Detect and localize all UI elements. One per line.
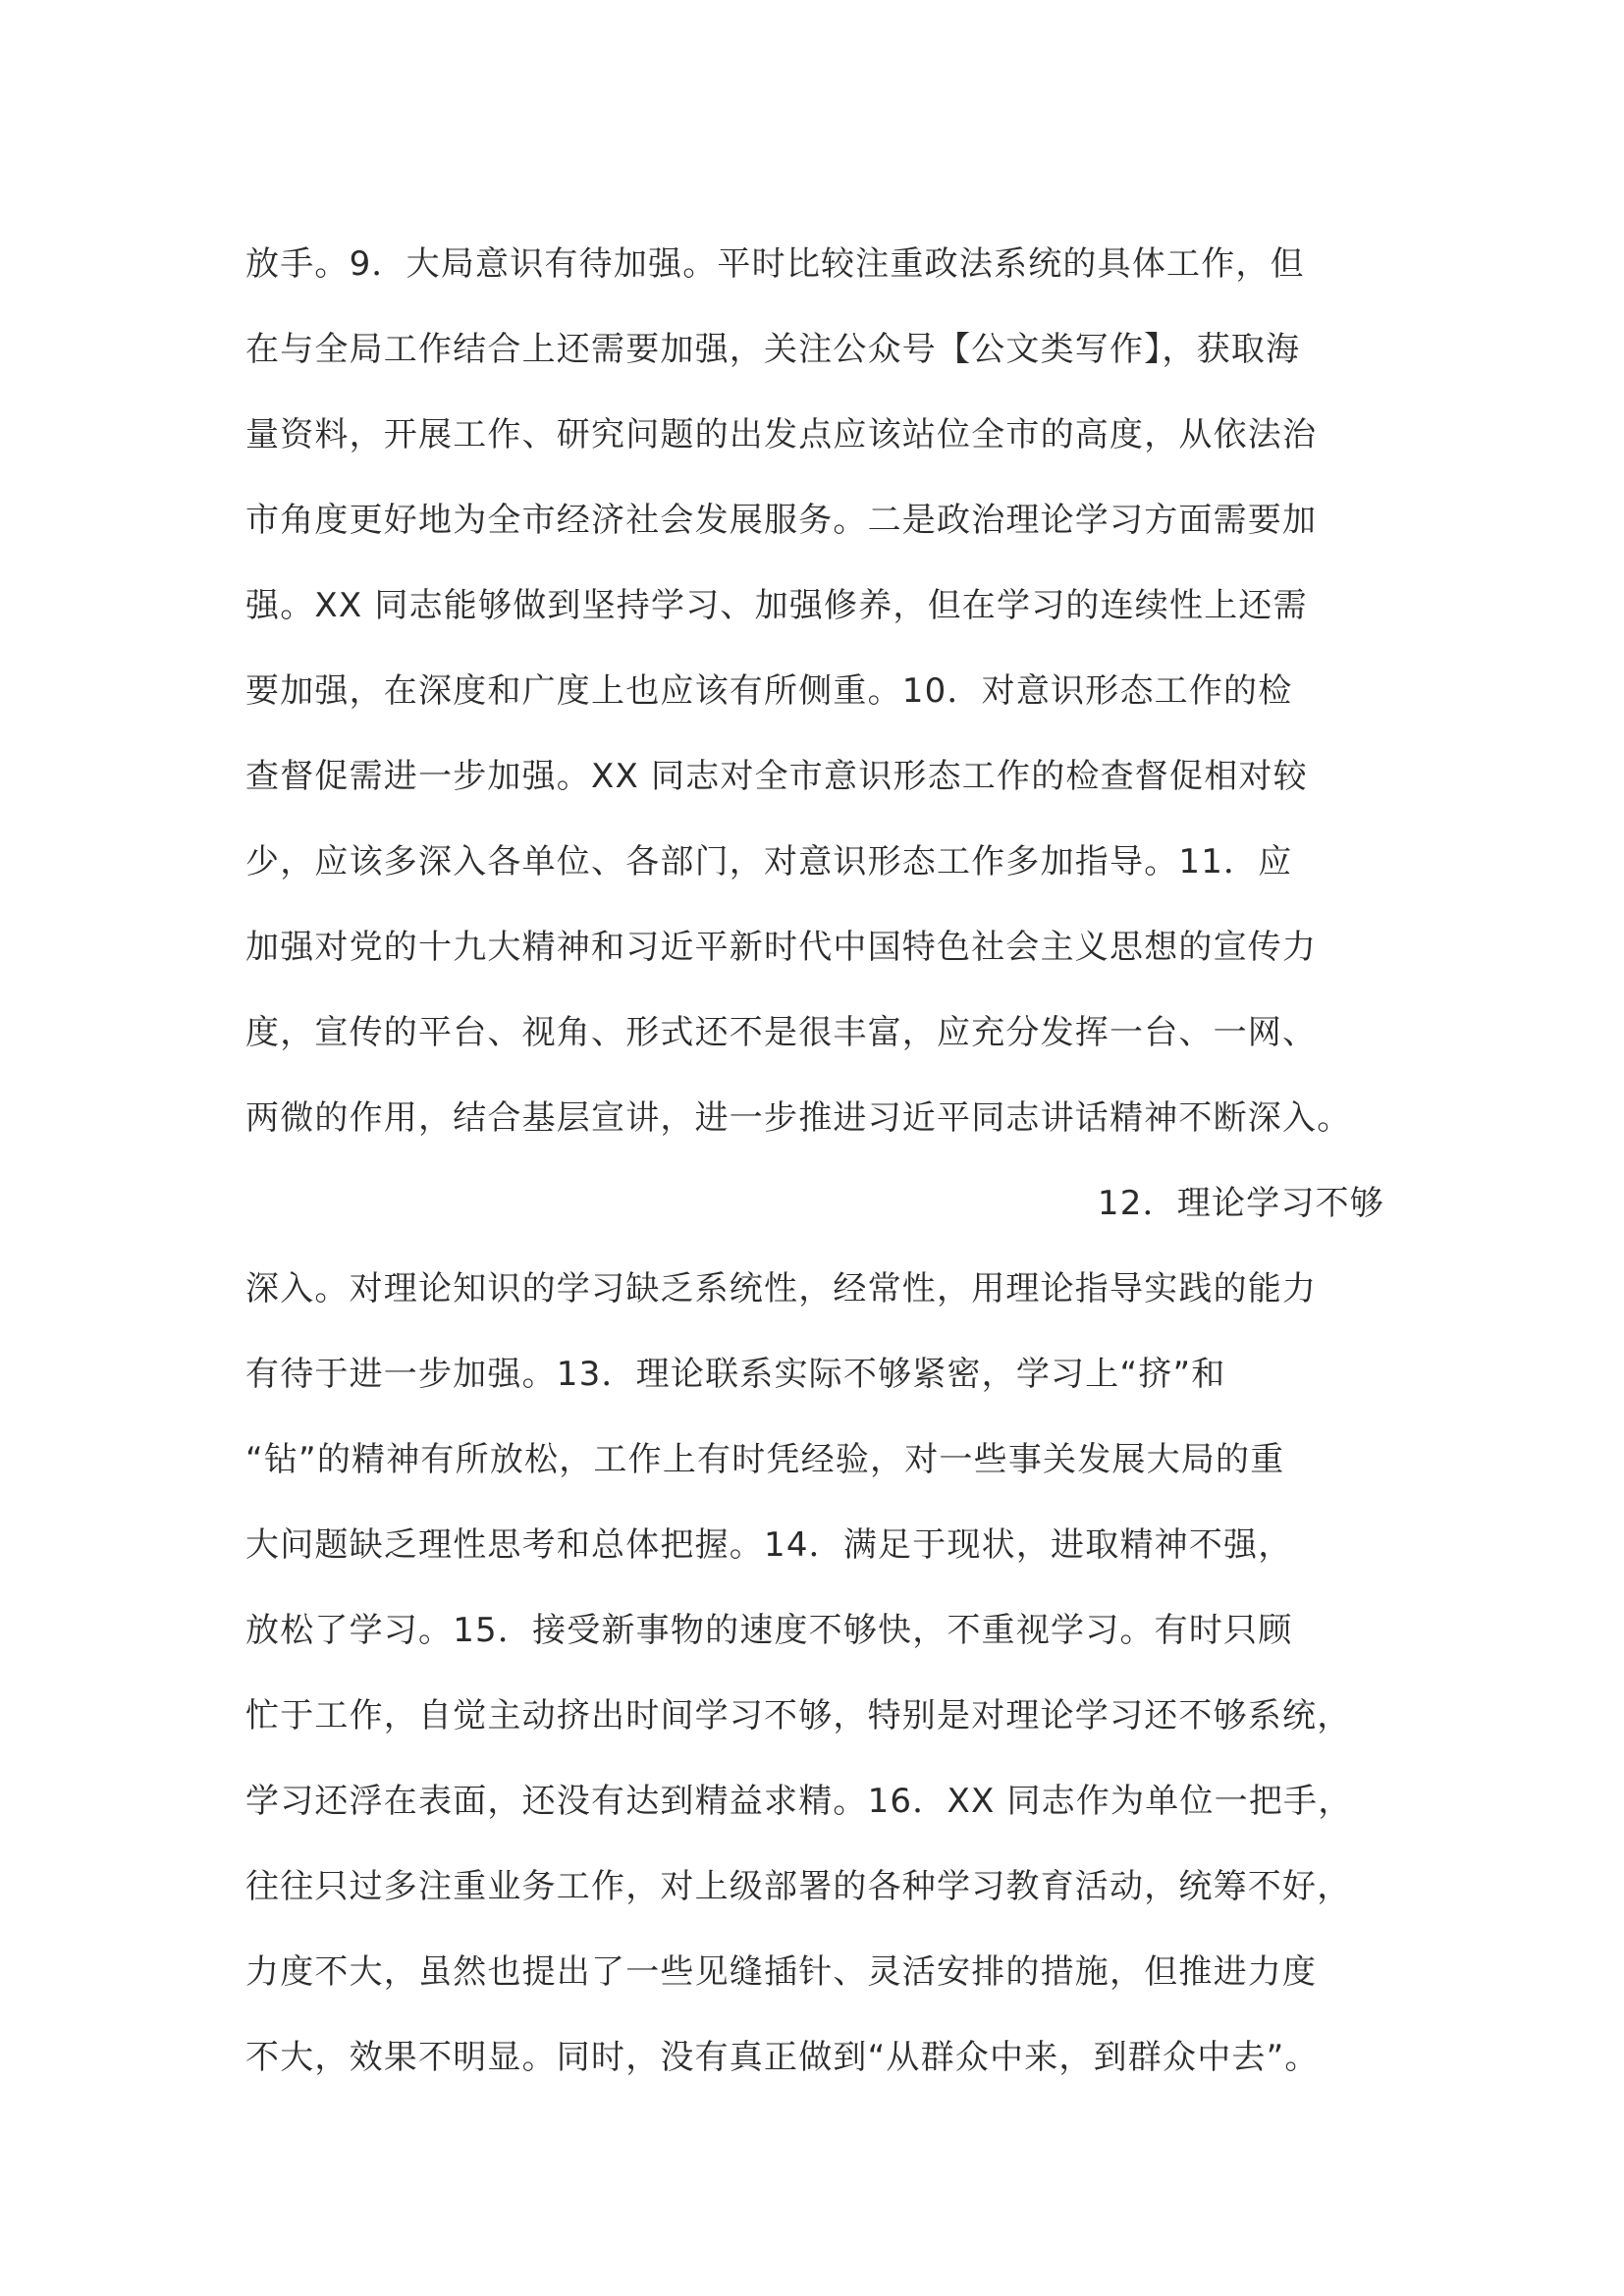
text-line: 忙于工作，自觉主动挤出时间学习不够，特别是对理论学习还不够系统， — [245, 1696, 1352, 1735]
text-line: 有待于进一步加强。13．理论联系实际不够紧密，学习上“挤”和 — [245, 1355, 1226, 1394]
text-line: 少，应该多深入各单位、各部门，对意识形态工作多加指导。11．应 — [245, 842, 1293, 881]
text-line: “钻”的精神有所放松，工作上有时凭经验，对一些事关发展大局的重 — [245, 1440, 1285, 1479]
text-line: 度，宣传的平台、视角、形式还不是很丰富，应充分发挥一台、一网、 — [245, 1013, 1318, 1052]
text-line: 学习还浮在表面，还没有达到精益求精。16．XX 同志作为单位一把手， — [245, 1782, 1353, 1821]
text-line: 查督促需进一步加强。XX 同志对全市意识形态工作的检查督促相对较 — [245, 757, 1308, 796]
text-line: 不大，效果不明显。同时，没有真正做到“从群众中来，到群众中去”。 — [245, 2038, 1320, 2077]
text-line: 强。XX 同志能够做到坚持学习、加强修养，但在学习的连续性上还需 — [245, 586, 1308, 625]
text-line: 放手。9．大局意识有待加强。平时比较注重政法系统的具体工作，但 — [245, 244, 1305, 284]
text-line: 量资料，开展工作、研究问题的出发点应该站位全市的高度，从依法治 — [245, 415, 1318, 454]
text-line: 深入。对理论知识的学习缺乏系统性，经常性，用理论指导实践的能力 — [245, 1269, 1318, 1308]
body-text — [245, 222, 1394, 2101]
text-line: 放松了学习。15．接受新事物的速度不够快，不重视学习。有时只顾 — [245, 1611, 1293, 1650]
text-line: 在与全局工作结合上还需要加强，关注公众号【公文类写作】，获取海 — [245, 330, 1301, 369]
text-line: 大问题缺乏理性思考和总体把握。14．满足于现状，进取精神不强， — [245, 1525, 1293, 1565]
text-line: 力度不大，虽然也提出了一些见缝插针、灵活安排的措施，但推进力度 — [245, 1952, 1318, 1992]
text-line: 加强对党的十九大精神和习近平新时代中国特色社会主义思想的宣传力 — [245, 928, 1318, 967]
text-line: 要加强，在深度和广度上也应该有所侧重。10．对意识形态工作的检 — [245, 671, 1293, 711]
text-line: 往往只过多注重业务工作，对上级部署的各种学习教育活动，统筹不好， — [245, 1867, 1352, 1906]
text-line-right-aligned: 12．理论学习不够 — [1097, 1184, 1384, 1223]
text-line: 市角度更好地为全市经济社会发展服务。二是政治理论学习方面需要加 — [245, 501, 1318, 540]
text-line: 两微的作用，结合基层宣讲，进一步推进习近平同志讲话精神不断深入。 — [245, 1098, 1352, 1138]
